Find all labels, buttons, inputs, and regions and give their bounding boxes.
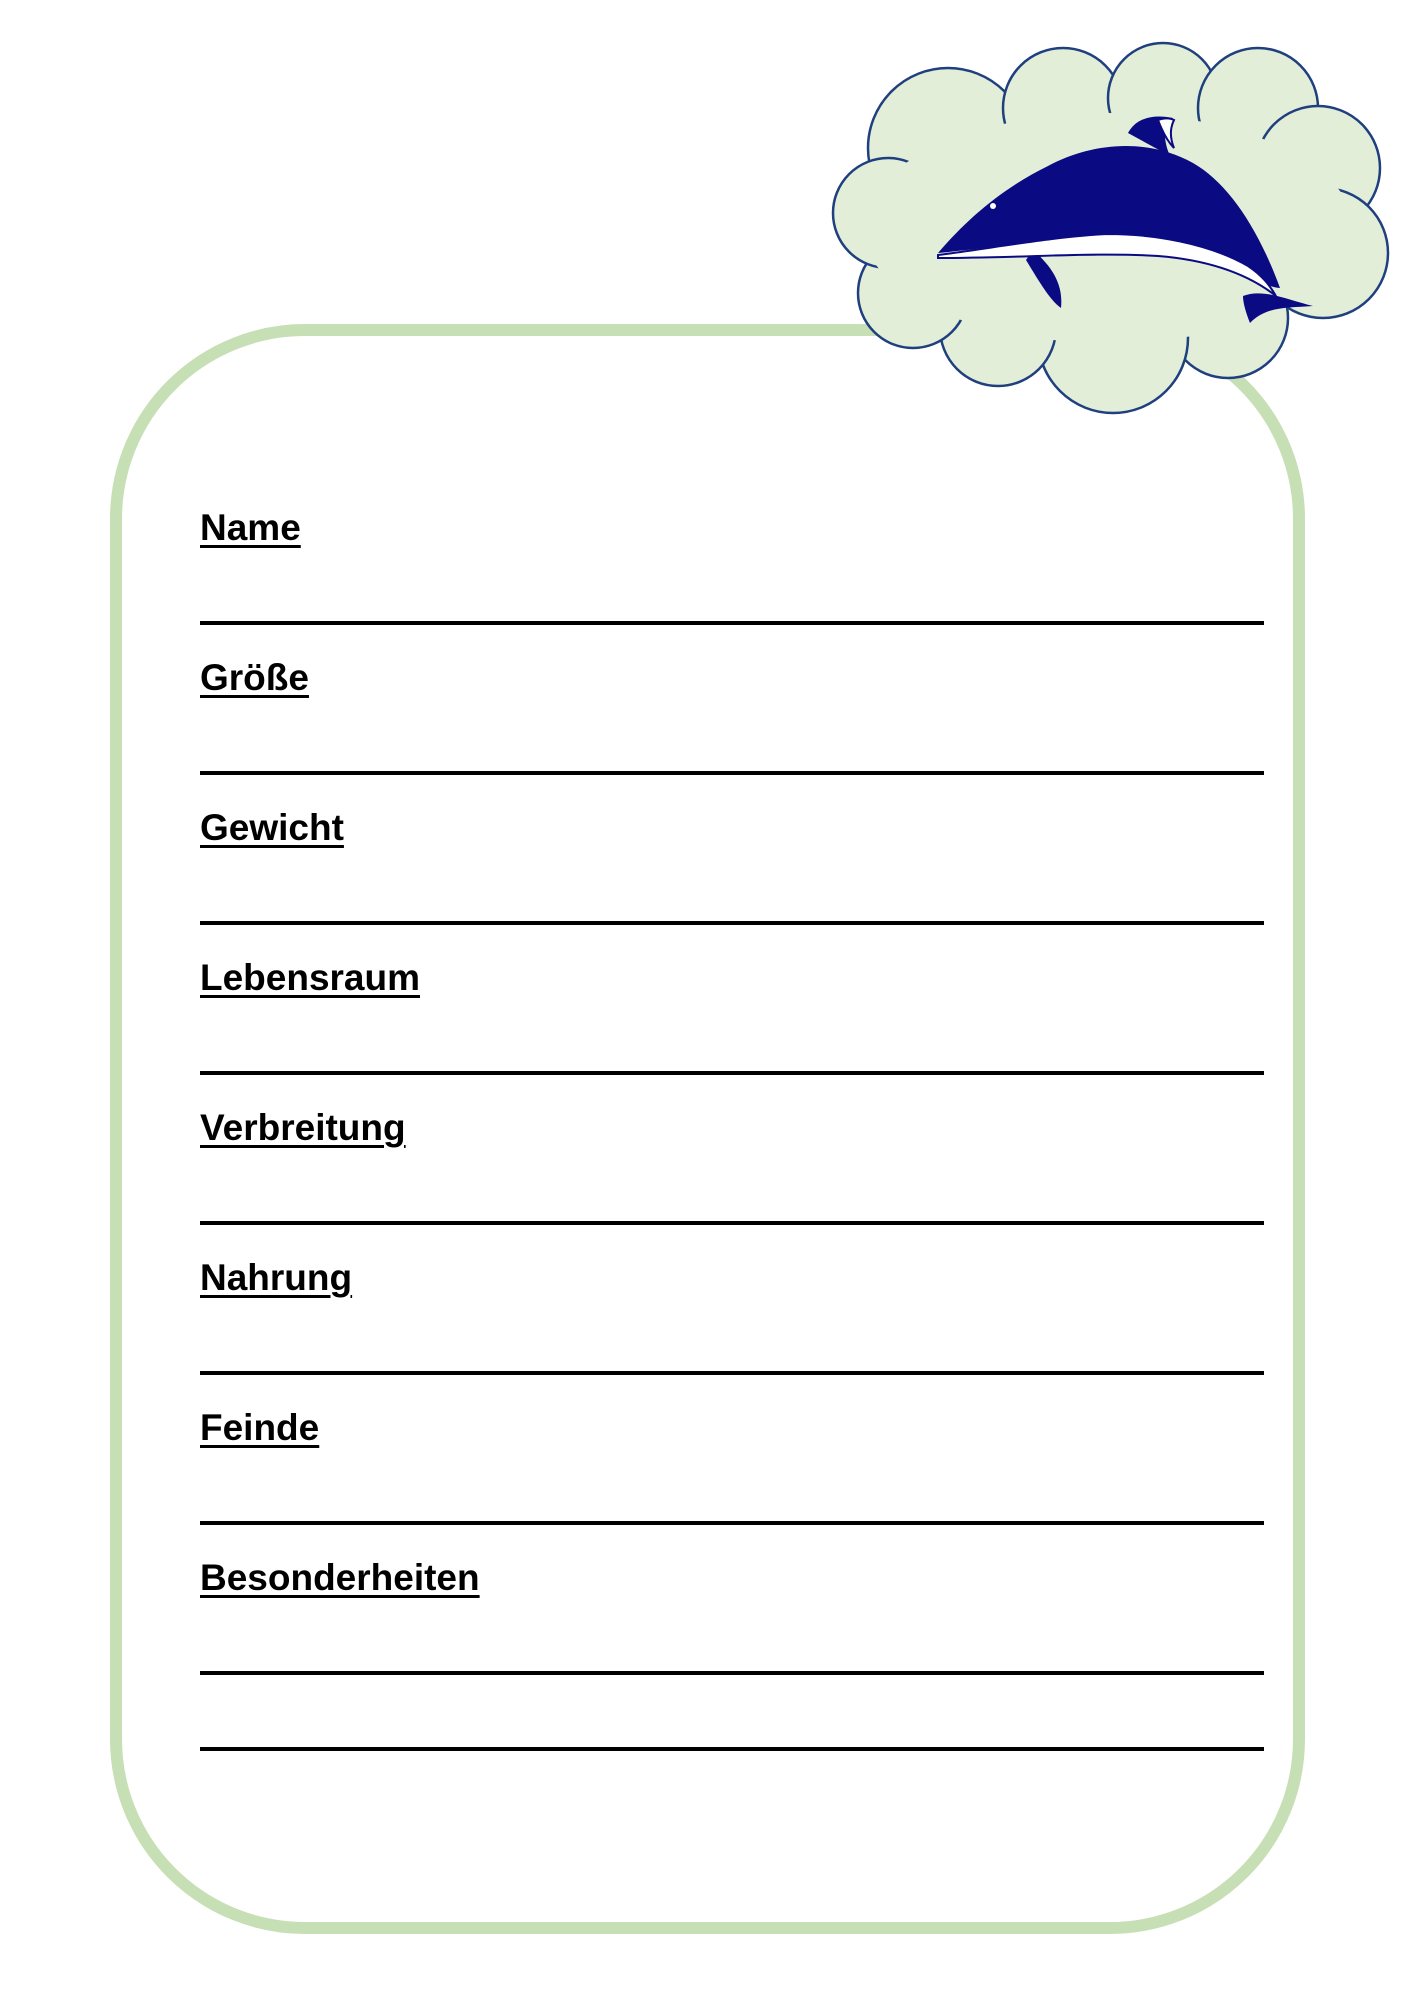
field-label-besonderheiten: Besonderheiten bbox=[200, 1557, 480, 1598]
answer-line-groesse[interactable] bbox=[200, 771, 1264, 775]
answer-line-verbreitung[interactable] bbox=[200, 1221, 1264, 1225]
field-label-name: Name bbox=[200, 507, 301, 548]
answer-line-lebensraum[interactable] bbox=[200, 1071, 1264, 1075]
answer-line-gewicht[interactable] bbox=[200, 921, 1264, 925]
answer-line-besonderheiten-1[interactable] bbox=[200, 1671, 1264, 1675]
answer-line-feinde[interactable] bbox=[200, 1521, 1264, 1525]
field-label-feinde: Feinde bbox=[200, 1407, 320, 1448]
answer-line-name[interactable] bbox=[200, 621, 1264, 625]
field-label-groesse: Größe bbox=[200, 657, 309, 698]
cloud-illustration bbox=[818, 38, 1398, 428]
field-label-gewicht: Gewicht bbox=[200, 807, 344, 848]
field-label-lebensraum: Lebensraum bbox=[200, 957, 421, 998]
answer-line-besonderheiten-2[interactable] bbox=[200, 1747, 1264, 1751]
answer-line-nahrung[interactable] bbox=[200, 1371, 1264, 1375]
field-label-nahrung: Nahrung bbox=[200, 1257, 353, 1298]
field-label-verbreitung: Verbreitung bbox=[200, 1107, 406, 1148]
